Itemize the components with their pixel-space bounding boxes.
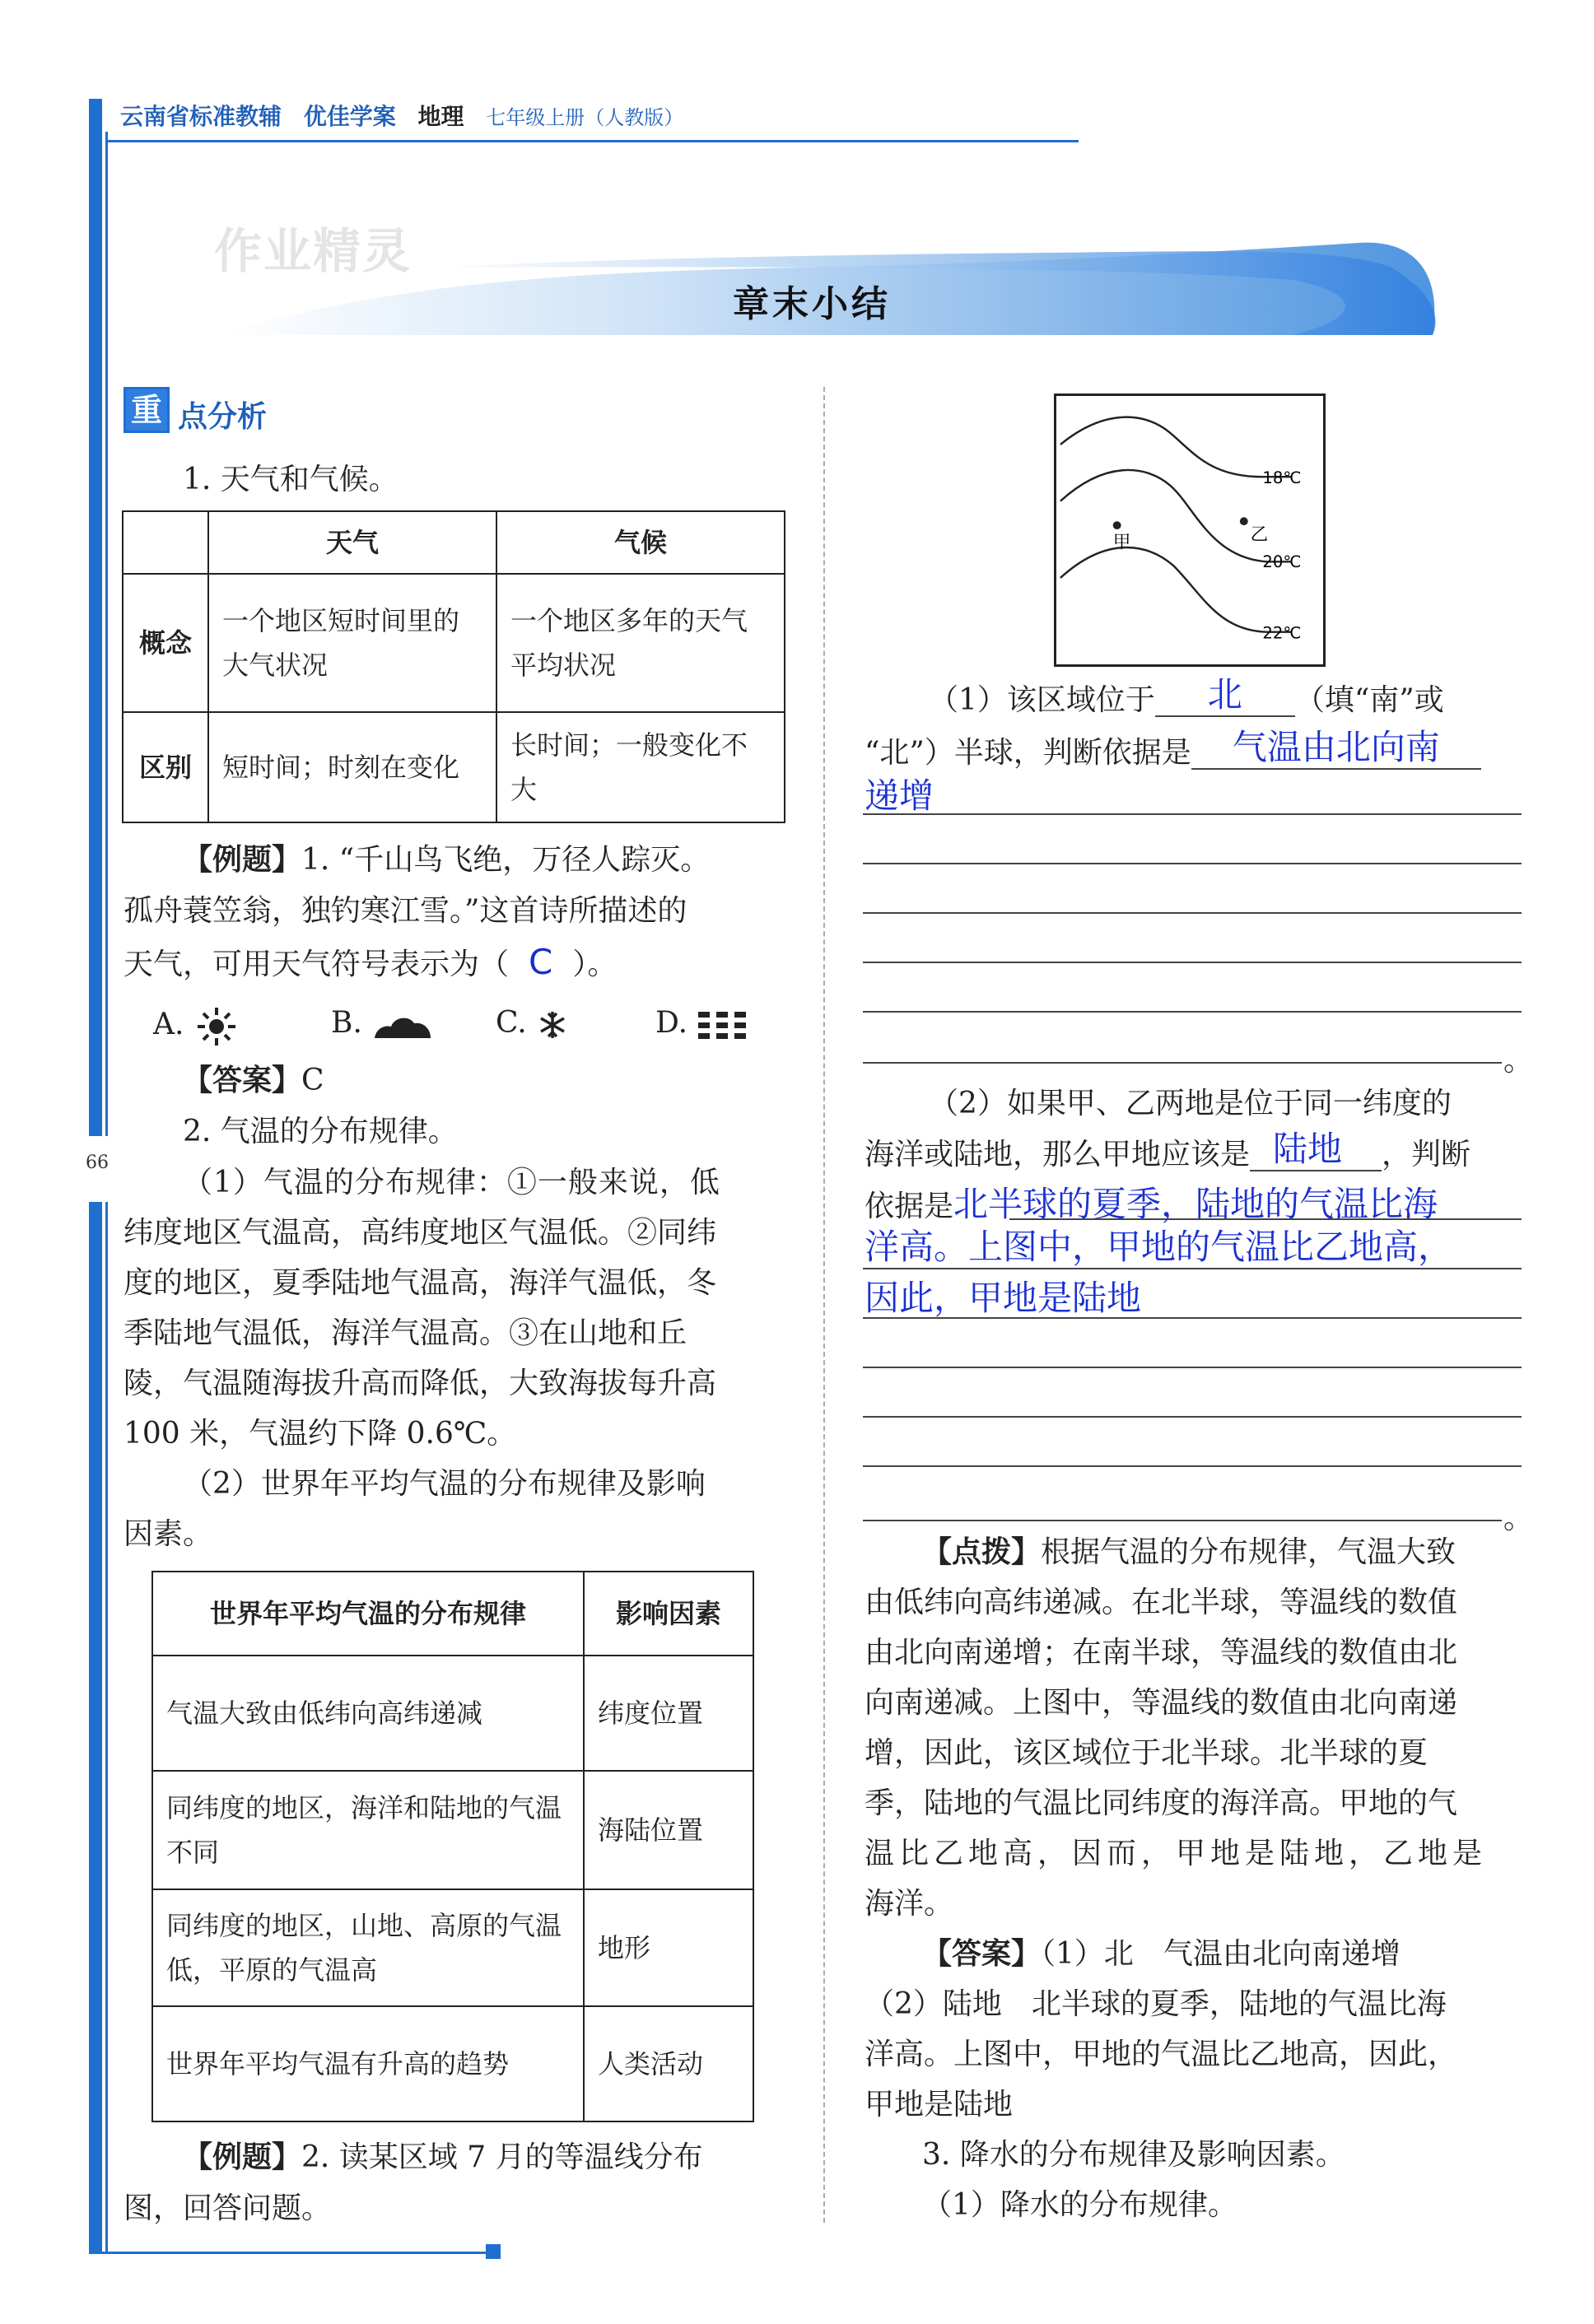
- q1-text: “北”）半球，判断依据是: [865, 736, 1191, 770]
- option-b-label: B.: [331, 1006, 362, 1040]
- q1-handwritten-answer2-cont: 递增: [865, 775, 934, 816]
- paragraph-line: （1）气温的分布规律：①一般来说，低: [183, 1166, 720, 1199]
- tip-line: 温比乙地高，因而，甲地是陆地，乙地是: [865, 1837, 1488, 1870]
- period-mark: 。: [1503, 1502, 1534, 1535]
- example1-text: ）。: [572, 948, 618, 981]
- q2-handwritten-answer1: 陆地: [1273, 1129, 1343, 1169]
- tip-line: 海洋。: [865, 1887, 954, 1921]
- q2-line2: [865, 1129, 1470, 1181]
- header-grade: 七年级上册（人教版）: [486, 106, 684, 129]
- q2-text: 依据是: [865, 1190, 954, 1223]
- table2-cell: 纬度位置: [584, 1656, 753, 1771]
- paragraph-line: 因素。: [124, 1517, 213, 1551]
- table2-header-factor: 影响因素: [584, 1572, 753, 1656]
- label-20c: 20℃: [1262, 552, 1302, 572]
- option-c-label: C.: [496, 1006, 527, 1040]
- paragraph-line: （2）世界年平均气温的分布规律及影响: [183, 1467, 706, 1501]
- column-divider: [823, 387, 825, 2223]
- running-header: [120, 99, 683, 132]
- item1-heading: 1. 天气和气候。: [183, 463, 398, 496]
- table2-cell: 同纬度的地区，海洋和陆地的气温不同: [152, 1771, 584, 1889]
- tip-line: [922, 1527, 1456, 1578]
- point-jia: [1113, 521, 1121, 529]
- label-18c: 18℃: [1262, 468, 1302, 488]
- table1-cell: 长时间；一般变化不大: [496, 712, 785, 822]
- option-d-label: D.: [655, 1006, 688, 1040]
- q1-handwritten-answer1: 北: [1207, 674, 1242, 715]
- item2-heading: 2. 气温的分布规律。: [183, 1115, 458, 1148]
- example1-tag: 【例题】: [183, 843, 302, 877]
- section-icon: 重: [124, 387, 170, 433]
- answer-line[interactable]: [863, 1520, 1502, 1521]
- sun-icon: [193, 1006, 240, 1047]
- q1-handwritten-answer2: 气温由北向南: [1232, 727, 1440, 767]
- tip-tag: 【点拨】: [922, 1535, 1042, 1569]
- header-book: 优佳学案: [303, 103, 396, 130]
- left-border-top: [89, 99, 102, 1136]
- option-d[interactable]: [655, 1006, 749, 1041]
- watermark: 作业精灵: [214, 223, 412, 279]
- table2-cell: 气温大致由低纬向高纬递减: [152, 1656, 584, 1771]
- table2-cell: 世界年平均气温有升高的趋势: [152, 2006, 584, 2121]
- answer-line[interactable]: [863, 962, 1522, 963]
- table1-cell: 一个地区多年的天气平均状况: [496, 574, 785, 712]
- answer-line[interactable]: [1009, 1218, 1522, 1220]
- point-yi: [1240, 517, 1248, 525]
- option-c[interactable]: [496, 1006, 569, 1041]
- label-jia: 甲: [1112, 532, 1131, 553]
- example1-line1: [183, 835, 710, 886]
- example1-answer: [183, 1055, 324, 1106]
- tip-line: 由低纬向高纬递减。在北半球，等温线的数值: [865, 1586, 1458, 1619]
- paragraph-line: 度的地区，夏季陆地气温高，海洋气温低，冬: [124, 1266, 717, 1300]
- q2-text: ，判断: [1382, 1138, 1471, 1171]
- q1-blank1[interactable]: [1155, 674, 1295, 717]
- left-border-inner-top: [105, 132, 108, 1136]
- paragraph-line: 纬度地区气温高，高纬度地区气温低。②同纬: [124, 1216, 717, 1250]
- table1-cell: 一个地区短时间里的大气状况: [208, 574, 496, 712]
- table1-header-climate: 气候: [496, 511, 785, 574]
- table2-header-rule: 世界年平均气温的分布规律: [152, 1572, 584, 1656]
- answer-line-text: （2）陆地 北半球的夏季，陆地的气温比海: [865, 1987, 1447, 2021]
- answer-line[interactable]: [863, 1011, 1522, 1013]
- table2-cell: 地形: [584, 1889, 753, 2006]
- answer-line-text: 洋高。上图中，甲地的气温比乙地高，因此，: [865, 2038, 1458, 2071]
- tip-line: 增，因此，该区域位于北半球。北半球的夏: [865, 1736, 1429, 1770]
- answer-line[interactable]: [863, 1062, 1502, 1064]
- example1-text: 1. “千山鸟飞绝，万径人踪灭。: [301, 843, 711, 877]
- answer-line[interactable]: [863, 1268, 1522, 1269]
- q2-line1: （2）如果甲、乙两地是位于同一纬度的: [929, 1087, 1452, 1120]
- example2-line2: 图，回答问题。: [124, 2191, 332, 2225]
- snowflake-icon: [536, 1008, 569, 1041]
- table1-cell: 短时间；时刻在变化: [208, 712, 496, 822]
- table2-cell: 海陆位置: [584, 1771, 753, 1889]
- q2-text: 海洋或陆地，那么甲地应该是: [865, 1138, 1251, 1171]
- option-a-label: A.: [153, 1008, 184, 1041]
- paragraph-line: 季陆地气温低，海洋气温高。③在山地和丘: [124, 1316, 687, 1350]
- q1-line2: [865, 728, 1481, 779]
- q2-handwritten-answer2-line3: 因此，甲地是陆地: [865, 1278, 1142, 1318]
- answer-line[interactable]: [863, 863, 1522, 864]
- chapter-title: 章末小结: [733, 283, 891, 325]
- table1-row-label: 概念: [123, 574, 208, 712]
- period-mark: 。: [1503, 1044, 1534, 1078]
- tip-line: 由北向南递增；在南半球，等温线的数值由北: [865, 1636, 1458, 1670]
- example2-tag: 【例题】: [183, 2140, 302, 2174]
- example2-line1: [183, 2132, 703, 2183]
- left-border-bottom: [89, 1202, 102, 2252]
- q1-blank2[interactable]: [1191, 729, 1481, 770]
- option-a[interactable]: [153, 1006, 240, 1047]
- answer-line[interactable]: [863, 1317, 1522, 1319]
- table1-row-label: 区别: [123, 712, 208, 822]
- isotherm-map: [1054, 394, 1326, 667]
- item3-sub-heading: （1）降水的分布规律。: [922, 2188, 1237, 2222]
- example1-text: 天气，可用天气符号表示为（: [124, 948, 510, 981]
- answer-line-text: 甲地是陆地: [865, 2088, 1014, 2121]
- cloudy-icon: [371, 1008, 434, 1041]
- answer-tag: 【答案】: [183, 1064, 302, 1097]
- bottom-rule: [89, 2252, 492, 2254]
- answer-line[interactable]: [863, 813, 1522, 815]
- answer-line[interactable]: [863, 1367, 1522, 1368]
- answer2-tag: 【答案】: [922, 1937, 1042, 1971]
- answer-line-text: [922, 1929, 1401, 1980]
- q2-blank1[interactable]: [1250, 1131, 1382, 1171]
- item3-heading: 3. 降水的分布规律及影响因素。: [922, 2138, 1345, 2172]
- example1-line2: 孤舟蓑笠翁，独钓寒江雪。”这首诗所描述的: [124, 894, 687, 928]
- section-title: 点分析: [178, 400, 268, 434]
- q2-handwritten-answer2-line2: 洋高。上图中，甲地的气温比乙地高，: [865, 1227, 1453, 1267]
- table2-cell: 同纬度的地区，山地、高原的气温低，平原的气温高: [152, 1889, 584, 2006]
- table2-cell: 人类活动: [584, 2006, 753, 2121]
- header-rule: [107, 140, 1079, 142]
- q1-text: （1）该区域位于: [929, 683, 1155, 717]
- weather-climate-table: [122, 510, 785, 823]
- page-number: 66: [86, 1153, 109, 1173]
- q1-text: （填“南”或: [1294, 683, 1444, 717]
- answer-line[interactable]: [863, 1416, 1522, 1418]
- answer-text: C: [301, 1064, 324, 1097]
- example2-text: 2. 读某区域 7 月的等温线分布: [301, 2140, 703, 2174]
- table1-corner: [123, 511, 208, 574]
- answer-line[interactable]: [863, 1465, 1522, 1467]
- tip-line: 向南递减。上图中，等温线的数值由北向南递: [865, 1686, 1458, 1720]
- tip-line: 季，陆地的气温比同纬度的海洋高。甲地的气: [865, 1786, 1458, 1820]
- fog-icon: [697, 1008, 749, 1041]
- answer-line[interactable]: [863, 912, 1522, 914]
- q2-handwritten-answer2: 北半球的夏季，陆地的气温比海: [953, 1184, 1438, 1224]
- option-b[interactable]: [331, 1006, 434, 1041]
- q1-line1: [929, 675, 1444, 726]
- bottom-square-mark: [486, 2244, 501, 2259]
- example1-line3: [124, 937, 617, 990]
- paragraph-line: 100 米，气温约下降 0.6℃。: [124, 1417, 517, 1451]
- header-series: 云南省标准教辅: [120, 103, 282, 130]
- label-yi: 乙: [1250, 524, 1269, 545]
- left-border-inner-bottom: [105, 1202, 108, 2252]
- world-temperature-table: [151, 1571, 754, 2122]
- answer2-text: （1）北 气温由北向南递增: [1041, 1937, 1401, 1971]
- paragraph-line: 陵，气温随海拔升高而降低，大致海拔每升高: [124, 1367, 717, 1400]
- tip-text: 根据气温的分布规律，气温大致: [1041, 1535, 1457, 1569]
- label-22c: 22℃: [1262, 623, 1302, 643]
- header-subject: 地理: [417, 103, 464, 130]
- table1-header-weather: 天气: [208, 511, 496, 574]
- example1-handwritten-answer: C: [529, 942, 553, 982]
